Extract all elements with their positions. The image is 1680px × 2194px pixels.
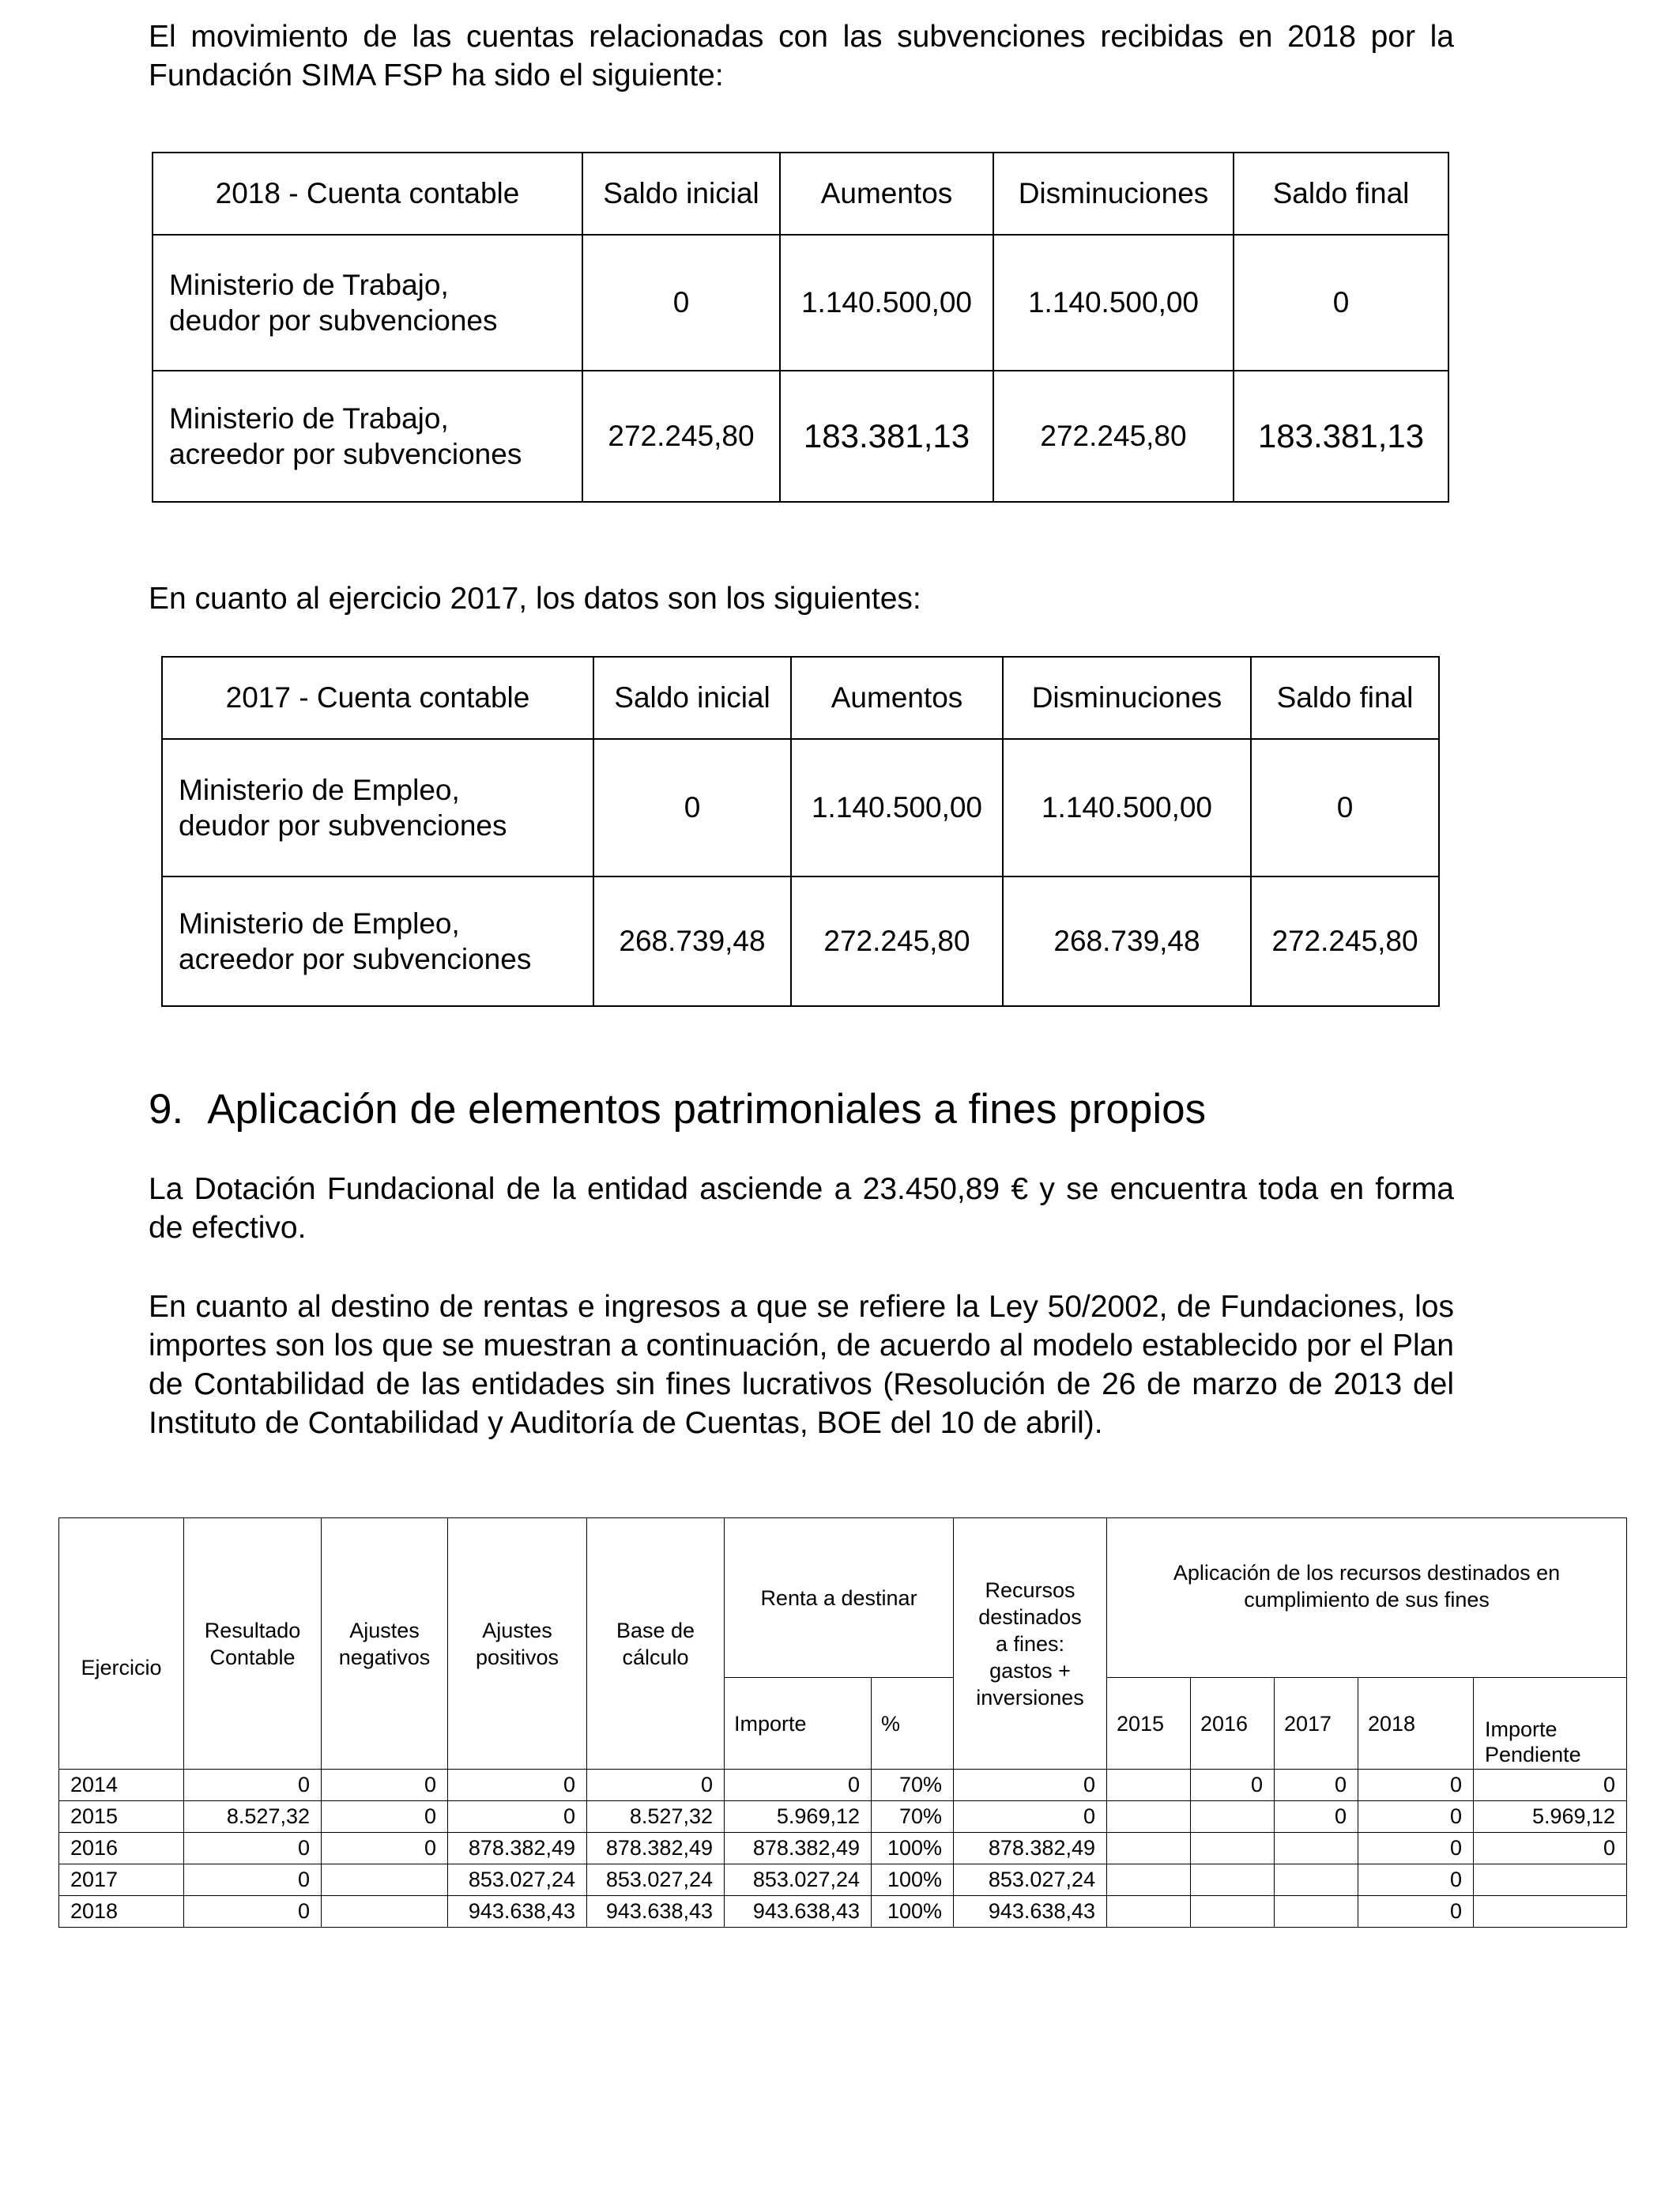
intro-2017-paragraph: En cuanto al ejercicio 2017, los datos son los siguientes:	[149, 582, 921, 616]
header-2018: 2018	[1358, 1678, 1474, 1770]
ejercicio-cell: 2018	[59, 1896, 184, 1928]
disminuciones-cell: 1.140.500,00	[993, 235, 1234, 371]
aplicacion-2018-cell: 0	[1358, 1864, 1474, 1896]
saldo-inicial-cell: 268.739,48	[593, 876, 791, 1006]
aplicacion-2018-cell: 0	[1358, 1770, 1474, 1801]
header-text: cálculo	[622, 1645, 689, 1669]
aplicacion-2015-cell	[1107, 1801, 1191, 1833]
disminuciones-cell: 272.245,80	[993, 371, 1234, 502]
table-header-row	[162, 657, 1439, 739]
account-type: acreedor por subvenciones	[179, 943, 532, 975]
aplicacion-2017-cell	[1275, 1896, 1358, 1928]
ajustes-positivos-cell: 943.638,43	[448, 1896, 587, 1928]
base-calculo-cell: 853.027,24	[587, 1864, 725, 1896]
table-row	[59, 1770, 1627, 1801]
header-saldo-final: Saldo final	[1251, 657, 1439, 739]
ajustes-positivos-cell: 0	[448, 1770, 587, 1801]
disminuciones-cell: 1.140.500,00	[1003, 739, 1251, 876]
ajustes-positivos-cell: 878.382,49	[448, 1833, 587, 1864]
ajustes-negativos-cell	[322, 1864, 448, 1896]
header-text: positivos	[475, 1645, 559, 1669]
account-cell	[162, 876, 593, 1006]
destino-paragraph: En cuanto al destino de rentas e ingresos a que se refiere la Ley 50/2002, de Fundaciones, los importes son los que se muestran a continuación, de acuerdo al modelo establecido por el Plan de Contabilidad de las entidades sin fines lucrativos (Resolución de 26 de marzo de 2013 del Instituto de Contabilidad y Auditoría de Cuentas, BOE del 10 de abril).	[149, 1290, 1454, 1440]
table-row	[59, 1864, 1627, 1896]
header-saldo-inicial: Saldo inicial	[593, 657, 791, 739]
ajustes-positivos-cell: 0	[448, 1801, 587, 1833]
aplicacion-2017-cell	[1275, 1864, 1358, 1896]
aplicacion-2018-cell: 0	[1358, 1801, 1474, 1833]
header-text: Aplicación de los recursos destinados en	[1173, 1560, 1561, 1585]
aplicacion-2018-cell: 0	[1358, 1896, 1474, 1928]
aumentos-cell: 1.140.500,00	[791, 739, 1003, 876]
account-cell	[162, 739, 593, 876]
table-destino-rentas	[58, 1517, 1627, 1928]
header-base-calculo	[587, 1518, 725, 1770]
table-subvenciones-2017	[161, 656, 1440, 1007]
base-calculo-cell: 0	[587, 1770, 725, 1801]
recursos-cell: 0	[954, 1770, 1107, 1801]
aplicacion-2016-cell	[1191, 1801, 1275, 1833]
section-heading	[149, 1084, 1206, 1135]
table-row	[153, 371, 1448, 502]
aplicacion-2015-cell	[1107, 1833, 1191, 1864]
section-number: 9.	[149, 1086, 184, 1133]
table-row	[162, 739, 1439, 876]
account-name: Ministerio de Trabajo,	[169, 402, 449, 435]
disminuciones-cell: 268.739,48	[1003, 876, 1251, 1006]
account-name: Ministerio de Empleo,	[179, 907, 460, 940]
ajustes-negativos-cell: 0	[322, 1833, 448, 1864]
header-disminuciones: Disminuciones	[1003, 657, 1251, 739]
table-row	[162, 876, 1439, 1006]
account-name: Ministerio de Trabajo,	[169, 269, 449, 301]
header-aumentos: Aumentos	[791, 657, 1003, 739]
aumentos-cell: 272.245,80	[791, 876, 1003, 1006]
table-subvenciones-2018	[152, 152, 1449, 503]
pendiente-cell: 0	[1474, 1770, 1627, 1801]
intro-paragraph: El movimiento de las cuentas relacionadas con las subvenciones recibidas en 2018 por la Fundación SIMA FSP ha sido el siguiente:	[149, 20, 1454, 92]
aplicacion-2017-cell: 0	[1275, 1801, 1358, 1833]
header-text: a fines:	[995, 1631, 1065, 1656]
recursos-cell: 0	[954, 1801, 1107, 1833]
header-renta-destinar: Renta a destinar	[725, 1518, 954, 1678]
header-aplicacion-recursos	[1107, 1518, 1627, 1678]
table-header-row	[59, 1518, 1627, 1678]
header-cuenta: 2017 - Cuenta contable	[162, 657, 593, 739]
aplicacion-2016-cell	[1191, 1864, 1275, 1896]
header-ajustes-positivos	[448, 1518, 587, 1770]
aplicacion-2017-cell	[1275, 1833, 1358, 1864]
account-cell	[153, 235, 582, 371]
base-calculo-cell: 878.382,49	[587, 1833, 725, 1864]
account-cell	[153, 371, 582, 502]
base-calculo-cell: 943.638,43	[587, 1896, 725, 1928]
table-row	[59, 1896, 1627, 1928]
porcentaje-cell: 70%	[872, 1770, 954, 1801]
aplicacion-2016-cell	[1191, 1896, 1275, 1928]
importe-cell: 0	[725, 1770, 872, 1801]
aplicacion-2018-cell: 0	[1358, 1833, 1474, 1864]
ajustes-negativos-cell: 0	[322, 1770, 448, 1801]
porcentaje-cell: 100%	[872, 1864, 954, 1896]
header-text: destinados	[978, 1604, 1082, 1629]
resultado-cell: 8.527,32	[184, 1801, 322, 1833]
table-header-row	[153, 153, 1448, 235]
saldo-final-cell: 0	[1251, 739, 1439, 876]
aumentos-cell: 183.381,13	[780, 371, 993, 502]
importe-cell: 853.027,24	[725, 1864, 872, 1896]
header-ajustes-negativos	[322, 1518, 448, 1770]
aplicacion-2017-cell: 0	[1275, 1770, 1358, 1801]
header-text: Importe	[1485, 1717, 1558, 1741]
resultado-cell: 0	[184, 1770, 322, 1801]
ejercicio-cell: 2015	[59, 1801, 184, 1833]
recursos-cell: 853.027,24	[954, 1864, 1107, 1896]
porcentaje-cell: 70%	[872, 1801, 954, 1833]
porcentaje-cell: 100%	[872, 1833, 954, 1864]
header-porcentaje: %	[872, 1678, 954, 1770]
header-text: Ajustes	[349, 1618, 420, 1642]
ajustes-negativos-cell: 0	[322, 1801, 448, 1833]
pendiente-cell: 5.969,12	[1474, 1801, 1627, 1833]
header-text: Pendiente	[1485, 1743, 1581, 1766]
recursos-cell: 878.382,49	[954, 1833, 1107, 1864]
aplicacion-2015-cell	[1107, 1770, 1191, 1801]
aplicacion-2015-cell	[1107, 1896, 1191, 1928]
header-text: cumplimiento de sus fines	[1244, 1587, 1490, 1612]
saldo-final-cell: 272.245,80	[1251, 876, 1439, 1006]
aplicacion-2016-cell: 0	[1191, 1770, 1275, 1801]
header-2017: 2017	[1275, 1678, 1358, 1770]
recursos-cell: 943.638,43	[954, 1896, 1107, 1928]
base-calculo-cell: 8.527,32	[587, 1801, 725, 1833]
header-text: negativos	[338, 1645, 431, 1669]
resultado-cell: 0	[184, 1864, 322, 1896]
header-text: Base de	[616, 1618, 695, 1642]
saldo-inicial-cell: 0	[593, 739, 791, 876]
importe-cell: 878.382,49	[725, 1833, 872, 1864]
account-name: Ministerio de Empleo,	[179, 774, 460, 806]
ajustes-negativos-cell	[322, 1896, 448, 1928]
saldo-inicial-cell: 272.245,80	[582, 371, 780, 502]
header-ejercicio: Ejercicio	[59, 1518, 184, 1770]
resultado-cell: 0	[184, 1833, 322, 1864]
pendiente-cell: 0	[1474, 1833, 1627, 1864]
header-text: gastos +	[989, 1658, 1071, 1683]
saldo-inicial-cell: 0	[582, 235, 780, 371]
ejercicio-cell: 2014	[59, 1770, 184, 1801]
table-row	[59, 1833, 1627, 1864]
header-resultado-contable	[184, 1518, 322, 1770]
aumentos-cell: 1.140.500,00	[780, 235, 993, 371]
header-2016: 2016	[1191, 1678, 1275, 1770]
header-text: Resultado	[204, 1618, 301, 1642]
header-disminuciones: Disminuciones	[993, 153, 1234, 235]
header-recursos-destinados	[954, 1518, 1107, 1770]
header-2015: 2015	[1107, 1678, 1191, 1770]
section-title: Aplicación de elementos patrimoniales a fines propios	[207, 1086, 1207, 1133]
saldo-final-cell: 183.381,13	[1234, 371, 1448, 502]
header-text: Ajustes	[482, 1618, 552, 1642]
porcentaje-cell: 100%	[872, 1896, 954, 1928]
header-saldo-inicial: Saldo inicial	[582, 153, 780, 235]
account-type: deudor por subvenciones	[179, 809, 507, 842]
importe-cell: 943.638,43	[725, 1896, 872, 1928]
header-text: Contable	[209, 1645, 296, 1669]
aplicacion-2015-cell	[1107, 1864, 1191, 1896]
account-type: acreedor por subvenciones	[169, 438, 522, 470]
ajustes-positivos-cell: 853.027,24	[448, 1864, 587, 1896]
dotacion-paragraph: La Dotación Fundacional de la entidad asciende a 23.450,89 € y se encuentra toda en forma de efectivo.	[149, 1172, 1454, 1245]
header-text: Recursos	[985, 1578, 1075, 1602]
header-cuenta: 2018 - Cuenta contable	[153, 153, 582, 235]
pendiente-cell	[1474, 1896, 1627, 1928]
table-row	[59, 1801, 1627, 1833]
account-type: deudor por subvenciones	[169, 304, 498, 337]
table-row	[153, 235, 1448, 371]
header-importe-pendiente	[1474, 1678, 1627, 1770]
ejercicio-cell: 2017	[59, 1864, 184, 1896]
saldo-final-cell: 0	[1234, 235, 1448, 371]
header-aumentos: Aumentos	[780, 153, 993, 235]
pendiente-cell	[1474, 1864, 1627, 1896]
header-importe: Importe	[725, 1678, 872, 1770]
header-text: inversiones	[976, 1685, 1084, 1710]
ejercicio-cell: 2016	[59, 1833, 184, 1864]
aplicacion-2016-cell	[1191, 1833, 1275, 1864]
importe-cell: 5.969,12	[725, 1801, 872, 1833]
resultado-cell: 0	[184, 1896, 322, 1928]
header-saldo-final: Saldo final	[1234, 153, 1448, 235]
